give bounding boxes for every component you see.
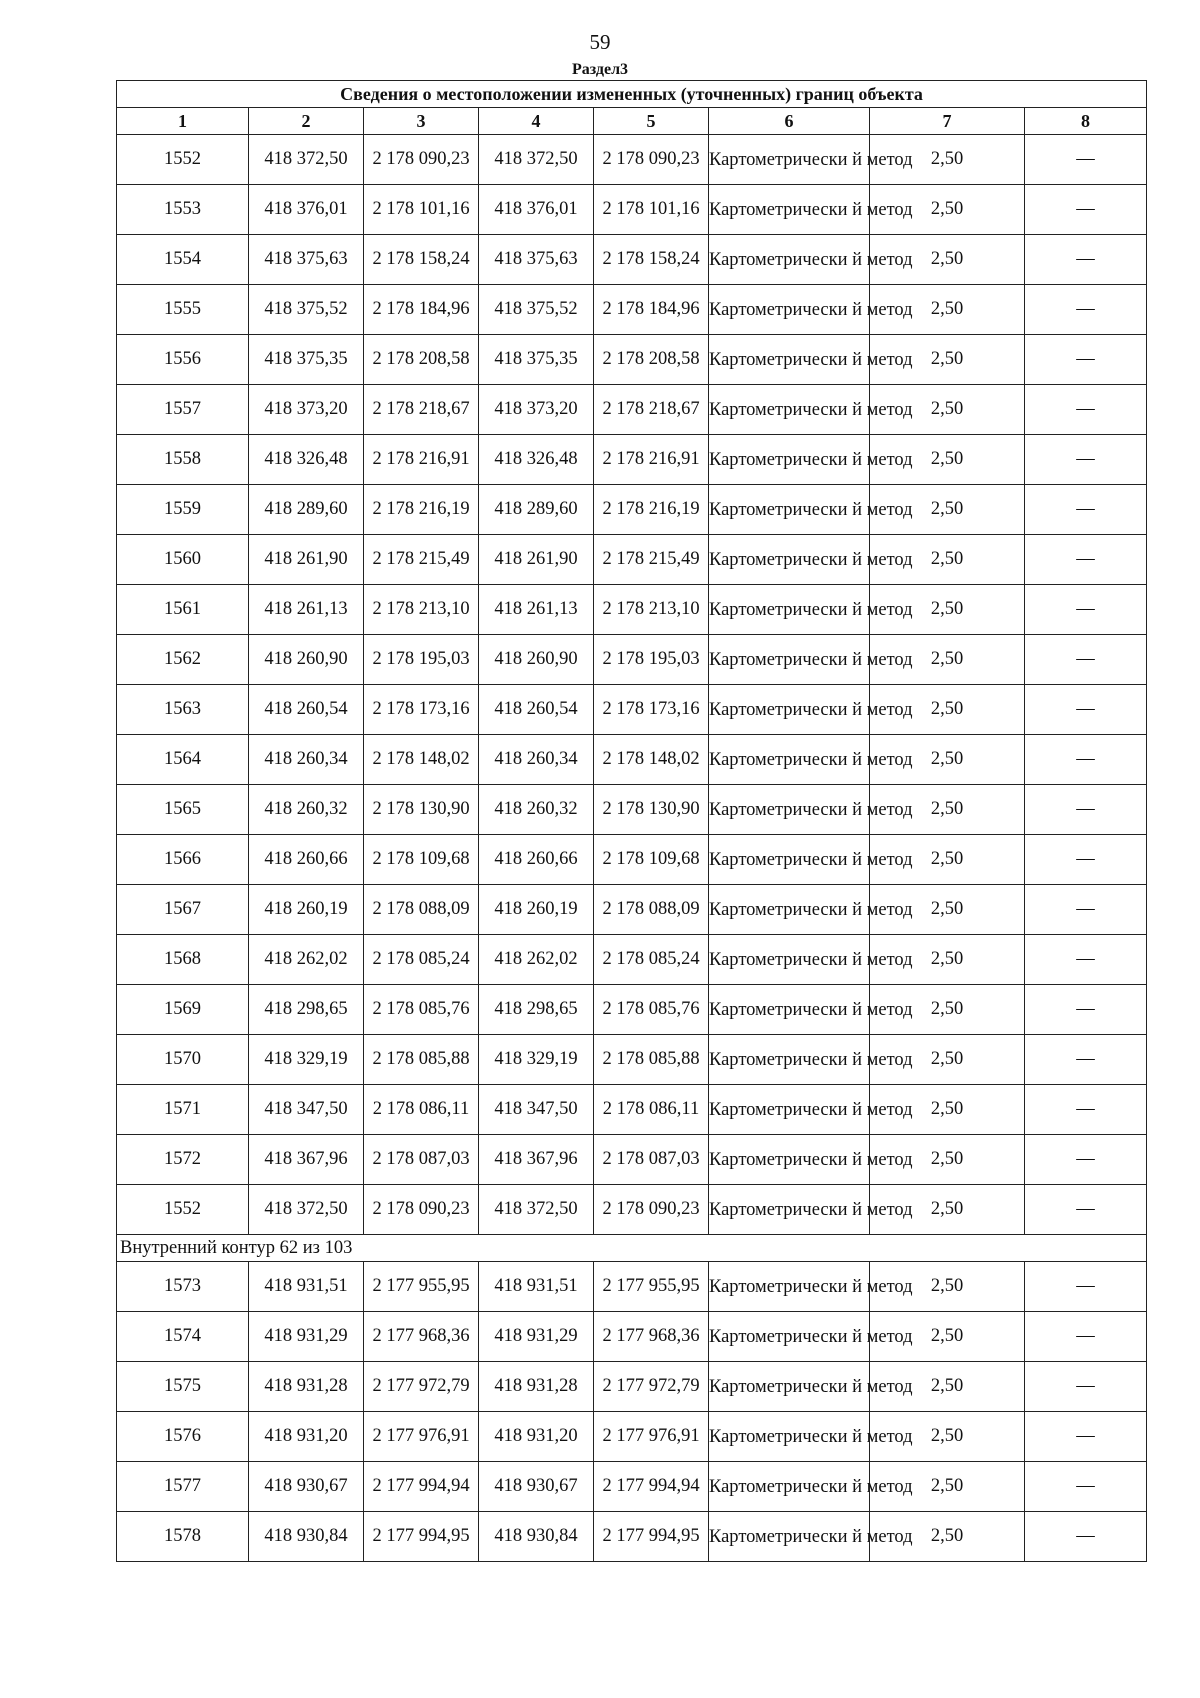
table-row [117, 385, 1147, 435]
y-existing-cell: 2 177 972,79 [364, 1362, 479, 1412]
y-new-cell: 2 177 955,95 [594, 1262, 709, 1312]
y-existing-cell: 2 178 130,90 [364, 785, 479, 835]
column-number-row [117, 108, 1147, 135]
point-number-cell: 1562 [117, 635, 249, 685]
x-existing-cell: 418 372,50 [249, 1185, 364, 1235]
description-cell: — [1025, 835, 1147, 885]
description-cell: — [1025, 735, 1147, 785]
method-cell: Картометрически й метод [709, 585, 870, 635]
x-new-cell: 418 372,50 [479, 1185, 594, 1235]
point-number-cell: 1571 [117, 1085, 249, 1135]
x-existing-cell: 418 289,60 [249, 485, 364, 535]
point-number-cell: 1572 [117, 1135, 249, 1185]
table-row [117, 1362, 1147, 1412]
description-cell: — [1025, 1035, 1147, 1085]
description-cell: — [1025, 985, 1147, 1035]
x-new-cell: 418 375,63 [479, 235, 594, 285]
x-existing-cell: 418 931,20 [249, 1412, 364, 1462]
y-new-cell: 2 178 216,91 [594, 435, 709, 485]
table-row [117, 885, 1147, 935]
page-number: 59 [589, 30, 611, 54]
method-cell: Картометрически й метод [709, 185, 870, 235]
x-existing-cell: 418 347,50 [249, 1085, 364, 1135]
precision-cell: 2,50 [870, 135, 1025, 185]
y-existing-cell: 2 178 213,10 [364, 585, 479, 635]
x-new-cell: 418 262,02 [479, 935, 594, 985]
table-row [117, 1185, 1147, 1235]
y-new-cell: 2 178 208,58 [594, 335, 709, 385]
point-number-cell: 1568 [117, 935, 249, 985]
method-cell: Картометрически й метод [709, 685, 870, 735]
table-row [117, 185, 1147, 235]
table-row [117, 985, 1147, 1035]
method-cell: Картометрически й метод [709, 235, 870, 285]
x-existing-cell: 418 261,13 [249, 585, 364, 635]
x-new-cell: 418 260,90 [479, 635, 594, 685]
y-new-cell: 2 178 085,24 [594, 935, 709, 985]
description-cell: — [1025, 785, 1147, 835]
x-new-cell: 418 375,35 [479, 335, 594, 385]
x-existing-cell: 418 260,66 [249, 835, 364, 885]
precision-cell: 2,50 [870, 1312, 1025, 1362]
y-existing-cell: 2 178 109,68 [364, 835, 479, 885]
method-cell: Картометрически й метод [709, 1185, 870, 1235]
y-new-cell: 2 178 109,68 [594, 835, 709, 885]
y-new-cell: 2 178 101,16 [594, 185, 709, 235]
point-number-cell: 1578 [117, 1512, 249, 1562]
table-row [117, 1262, 1147, 1312]
description-cell: — [1025, 585, 1147, 635]
point-number-cell: 1569 [117, 985, 249, 1035]
y-new-cell: 2 177 994,94 [594, 1462, 709, 1512]
precision-cell: 2,50 [870, 1085, 1025, 1135]
precision-cell: 2,50 [870, 385, 1025, 435]
method-cell: Картометрически й метод [709, 635, 870, 685]
method-cell: Картометрически й метод [709, 1262, 870, 1312]
method-cell: Картометрически й метод [709, 1462, 870, 1512]
table-row [117, 1085, 1147, 1135]
y-existing-cell: 2 178 090,23 [364, 135, 479, 185]
y-new-cell: 2 178 085,88 [594, 1035, 709, 1085]
y-existing-cell: 2 178 195,03 [364, 635, 479, 685]
precision-cell: 2,50 [870, 835, 1025, 885]
point-number-cell: 1575 [117, 1362, 249, 1412]
y-new-cell: 2 178 216,19 [594, 485, 709, 535]
method-cell: Картометрически й метод [709, 535, 870, 585]
y-existing-cell: 2 178 173,16 [364, 685, 479, 735]
table-row [117, 935, 1147, 985]
point-number-cell: 1561 [117, 585, 249, 635]
x-new-cell: 418 367,96 [479, 1135, 594, 1185]
precision-cell: 2,50 [870, 235, 1025, 285]
column-number: 1 [117, 108, 249, 135]
y-existing-cell: 2 178 088,09 [364, 885, 479, 935]
y-new-cell: 2 178 130,90 [594, 785, 709, 835]
y-existing-cell: 2 177 976,91 [364, 1412, 479, 1462]
y-new-cell: 2 178 090,23 [594, 1185, 709, 1235]
x-existing-cell: 418 260,19 [249, 885, 364, 935]
x-existing-cell: 418 372,50 [249, 135, 364, 185]
method-cell: Картометрически й метод [709, 835, 870, 885]
table-row [117, 335, 1147, 385]
precision-cell: 2,50 [870, 1462, 1025, 1512]
x-new-cell: 418 261,13 [479, 585, 594, 635]
point-number-cell: 1560 [117, 535, 249, 585]
x-new-cell: 418 931,20 [479, 1412, 594, 1462]
x-existing-cell: 418 375,35 [249, 335, 364, 385]
x-existing-cell: 418 260,32 [249, 785, 364, 835]
x-new-cell: 418 376,01 [479, 185, 594, 235]
column-number: 4 [479, 108, 594, 135]
table-row [117, 1035, 1147, 1085]
section-title: Раздел3 [571, 61, 629, 78]
method-cell: Картометрически й метод [709, 1312, 870, 1362]
description-cell: — [1025, 885, 1147, 935]
y-new-cell: 2 178 085,76 [594, 985, 709, 1035]
precision-cell: 2,50 [870, 1135, 1025, 1185]
method-cell: Картометрически й метод [709, 285, 870, 335]
precision-cell: 2,50 [870, 685, 1025, 735]
point-number-cell: 1552 [117, 135, 249, 185]
y-new-cell: 2 178 218,67 [594, 385, 709, 435]
x-new-cell: 418 260,66 [479, 835, 594, 885]
description-cell: — [1025, 235, 1147, 285]
x-existing-cell: 418 298,65 [249, 985, 364, 1035]
table-row [117, 285, 1147, 335]
table-row [117, 735, 1147, 785]
table-row [117, 835, 1147, 885]
table-row [117, 1135, 1147, 1185]
table-row [117, 435, 1147, 485]
point-number-cell: 1564 [117, 735, 249, 785]
description-cell: — [1025, 435, 1147, 485]
contour-subheader-row [117, 1235, 1147, 1262]
y-existing-cell: 2 178 090,23 [364, 1185, 479, 1235]
column-number: 5 [594, 108, 709, 135]
description-cell: — [1025, 1512, 1147, 1562]
y-new-cell: 2 178 195,03 [594, 635, 709, 685]
x-new-cell: 418 930,67 [479, 1462, 594, 1512]
description-cell: — [1025, 285, 1147, 335]
method-cell: Картометрически й метод [709, 385, 870, 435]
y-existing-cell: 2 178 218,67 [364, 385, 479, 435]
x-new-cell: 418 326,48 [479, 435, 594, 485]
x-existing-cell: 418 931,51 [249, 1262, 364, 1312]
y-new-cell: 2 177 976,91 [594, 1412, 709, 1462]
precision-cell: 2,50 [870, 1512, 1025, 1562]
y-new-cell: 2 178 087,03 [594, 1135, 709, 1185]
description-cell: — [1025, 935, 1147, 985]
table-row [117, 235, 1147, 285]
y-existing-cell: 2 177 994,95 [364, 1512, 479, 1562]
point-number-cell: 1553 [117, 185, 249, 235]
table-row [117, 1462, 1147, 1512]
y-new-cell: 2 178 086,11 [594, 1085, 709, 1135]
method-cell: Картометрически й метод [709, 1035, 870, 1085]
point-number-cell: 1563 [117, 685, 249, 735]
x-existing-cell: 418 930,67 [249, 1462, 364, 1512]
precision-cell: 2,50 [870, 785, 1025, 835]
precision-cell: 2,50 [870, 1412, 1025, 1462]
table-row [117, 785, 1147, 835]
y-existing-cell: 2 178 184,96 [364, 285, 479, 335]
method-cell: Картометрически й метод [709, 485, 870, 535]
y-existing-cell: 2 178 086,11 [364, 1085, 479, 1135]
table-row [117, 585, 1147, 635]
description-cell: — [1025, 485, 1147, 535]
description-cell: — [1025, 1135, 1147, 1185]
y-existing-cell: 2 178 085,88 [364, 1035, 479, 1085]
method-cell: Картометрически й метод [709, 1085, 870, 1135]
x-existing-cell: 418 262,02 [249, 935, 364, 985]
y-existing-cell: 2 178 085,76 [364, 985, 479, 1035]
description-cell: — [1025, 1462, 1147, 1512]
method-cell: Картометрически й метод [709, 1412, 870, 1462]
method-cell: Картометрически й метод [709, 1362, 870, 1412]
y-existing-cell: 2 178 101,16 [364, 185, 479, 235]
precision-cell: 2,50 [870, 885, 1025, 935]
y-new-cell: 2 178 184,96 [594, 285, 709, 335]
x-new-cell: 418 931,28 [479, 1362, 594, 1412]
y-new-cell: 2 177 994,95 [594, 1512, 709, 1562]
precision-cell: 2,50 [870, 435, 1025, 485]
table-caption: Сведения о местоположении измененных (уточненных) границ объекта [117, 81, 1147, 108]
y-new-cell: 2 178 213,10 [594, 585, 709, 635]
y-new-cell: 2 177 968,36 [594, 1312, 709, 1362]
precision-cell: 2,50 [870, 1185, 1025, 1235]
table-body [117, 135, 1147, 1562]
y-new-cell: 2 178 215,49 [594, 535, 709, 585]
method-cell: Картометрически й метод [709, 335, 870, 385]
x-new-cell: 418 373,20 [479, 385, 594, 435]
column-number: 2 [249, 108, 364, 135]
x-existing-cell: 418 373,20 [249, 385, 364, 435]
x-existing-cell: 418 326,48 [249, 435, 364, 485]
y-existing-cell: 2 178 208,58 [364, 335, 479, 385]
precision-cell: 2,50 [870, 935, 1025, 985]
x-new-cell: 418 298,65 [479, 985, 594, 1035]
y-existing-cell: 2 178 215,49 [364, 535, 479, 585]
x-existing-cell: 418 260,54 [249, 685, 364, 735]
description-cell: — [1025, 635, 1147, 685]
x-new-cell: 418 375,52 [479, 285, 594, 335]
y-existing-cell: 2 178 158,24 [364, 235, 479, 285]
point-number-cell: 1556 [117, 335, 249, 385]
method-cell: Картометрически й метод [709, 985, 870, 1035]
description-cell: — [1025, 385, 1147, 435]
method-cell: Картометрически й метод [709, 885, 870, 935]
x-new-cell: 418 347,50 [479, 1085, 594, 1135]
point-number-cell: 1566 [117, 835, 249, 885]
x-new-cell: 418 372,50 [479, 135, 594, 185]
table-row [117, 485, 1147, 535]
method-cell: Картометрически й метод [709, 435, 870, 485]
x-new-cell: 418 260,19 [479, 885, 594, 935]
x-new-cell: 418 260,34 [479, 735, 594, 785]
x-new-cell: 418 931,51 [479, 1262, 594, 1312]
description-cell: — [1025, 1085, 1147, 1135]
point-number-cell: 1567 [117, 885, 249, 935]
y-existing-cell: 2 177 955,95 [364, 1262, 479, 1312]
description-cell: — [1025, 1362, 1147, 1412]
method-cell: Картометрически й метод [709, 1512, 870, 1562]
point-number-cell: 1573 [117, 1262, 249, 1312]
y-existing-cell: 2 178 087,03 [364, 1135, 479, 1185]
x-existing-cell: 418 260,90 [249, 635, 364, 685]
point-number-cell: 1574 [117, 1312, 249, 1362]
precision-cell: 2,50 [870, 1035, 1025, 1085]
column-number: 3 [364, 108, 479, 135]
method-cell: Картометрически й метод [709, 785, 870, 835]
method-cell: Картометрически й метод [709, 135, 870, 185]
x-new-cell: 418 930,84 [479, 1512, 594, 1562]
point-number-cell: 1558 [117, 435, 249, 485]
x-existing-cell: 418 260,34 [249, 735, 364, 785]
table-row [117, 685, 1147, 735]
point-number-cell: 1557 [117, 385, 249, 435]
method-cell: Картометрически й метод [709, 1135, 870, 1185]
y-existing-cell: 2 177 968,36 [364, 1312, 479, 1362]
table-row [117, 535, 1147, 585]
point-number-cell: 1552 [117, 1185, 249, 1235]
precision-cell: 2,50 [870, 735, 1025, 785]
point-number-cell: 1559 [117, 485, 249, 535]
x-existing-cell: 418 930,84 [249, 1512, 364, 1562]
point-number-cell: 1565 [117, 785, 249, 835]
description-cell: — [1025, 1312, 1147, 1362]
description-cell: — [1025, 685, 1147, 735]
x-existing-cell: 418 931,29 [249, 1312, 364, 1362]
precision-cell: 2,50 [870, 285, 1025, 335]
y-existing-cell: 2 178 216,91 [364, 435, 479, 485]
y-existing-cell: 2 177 994,94 [364, 1462, 479, 1512]
precision-cell: 2,50 [870, 185, 1025, 235]
y-new-cell: 2 178 158,24 [594, 235, 709, 285]
y-new-cell: 2 178 148,02 [594, 735, 709, 785]
precision-cell: 2,50 [870, 1262, 1025, 1312]
column-number: 8 [1025, 108, 1147, 135]
column-number: 7 [870, 108, 1025, 135]
description-cell: — [1025, 135, 1147, 185]
table-row [117, 135, 1147, 185]
precision-cell: 2,50 [870, 535, 1025, 585]
point-number-cell: 1554 [117, 235, 249, 285]
precision-cell: 2,50 [870, 485, 1025, 535]
x-existing-cell: 418 375,52 [249, 285, 364, 335]
point-number-cell: 1570 [117, 1035, 249, 1085]
description-cell: — [1025, 1262, 1147, 1312]
y-existing-cell: 2 178 085,24 [364, 935, 479, 985]
precision-cell: 2,50 [870, 1362, 1025, 1412]
method-cell: Картометрически й метод [709, 735, 870, 785]
table-row [117, 1412, 1147, 1462]
column-number: 6 [709, 108, 870, 135]
x-new-cell: 418 261,90 [479, 535, 594, 585]
description-cell: — [1025, 335, 1147, 385]
x-existing-cell: 418 261,90 [249, 535, 364, 585]
x-existing-cell: 418 376,01 [249, 185, 364, 235]
description-cell: — [1025, 185, 1147, 235]
y-existing-cell: 2 178 216,19 [364, 485, 479, 535]
table-row [117, 1312, 1147, 1362]
precision-cell: 2,50 [870, 585, 1025, 635]
y-new-cell: 2 178 173,16 [594, 685, 709, 735]
table-row [117, 1512, 1147, 1562]
x-new-cell: 418 260,54 [479, 685, 594, 735]
x-existing-cell: 418 375,63 [249, 235, 364, 285]
precision-cell: 2,50 [870, 635, 1025, 685]
description-cell: — [1025, 1412, 1147, 1462]
contour-subheader: Внутренний контур 62 из 103 [117, 1235, 1147, 1262]
point-number-cell: 1555 [117, 285, 249, 335]
y-new-cell: 2 178 088,09 [594, 885, 709, 935]
y-new-cell: 2 178 090,23 [594, 135, 709, 185]
method-cell: Картометрически й метод [709, 935, 870, 985]
coordinates-table [116, 80, 1147, 1562]
x-new-cell: 418 289,60 [479, 485, 594, 535]
precision-cell: 2,50 [870, 335, 1025, 385]
x-new-cell: 418 329,19 [479, 1035, 594, 1085]
x-new-cell: 418 260,32 [479, 785, 594, 835]
x-new-cell: 418 931,29 [479, 1312, 594, 1362]
precision-cell: 2,50 [870, 985, 1025, 1035]
description-cell: — [1025, 1185, 1147, 1235]
x-existing-cell: 418 329,19 [249, 1035, 364, 1085]
point-number-cell: 1577 [117, 1462, 249, 1512]
point-number-cell: 1576 [117, 1412, 249, 1462]
description-cell: — [1025, 535, 1147, 585]
y-new-cell: 2 177 972,79 [594, 1362, 709, 1412]
x-existing-cell: 418 367,96 [249, 1135, 364, 1185]
y-existing-cell: 2 178 148,02 [364, 735, 479, 785]
table-row [117, 635, 1147, 685]
x-existing-cell: 418 931,28 [249, 1362, 364, 1412]
